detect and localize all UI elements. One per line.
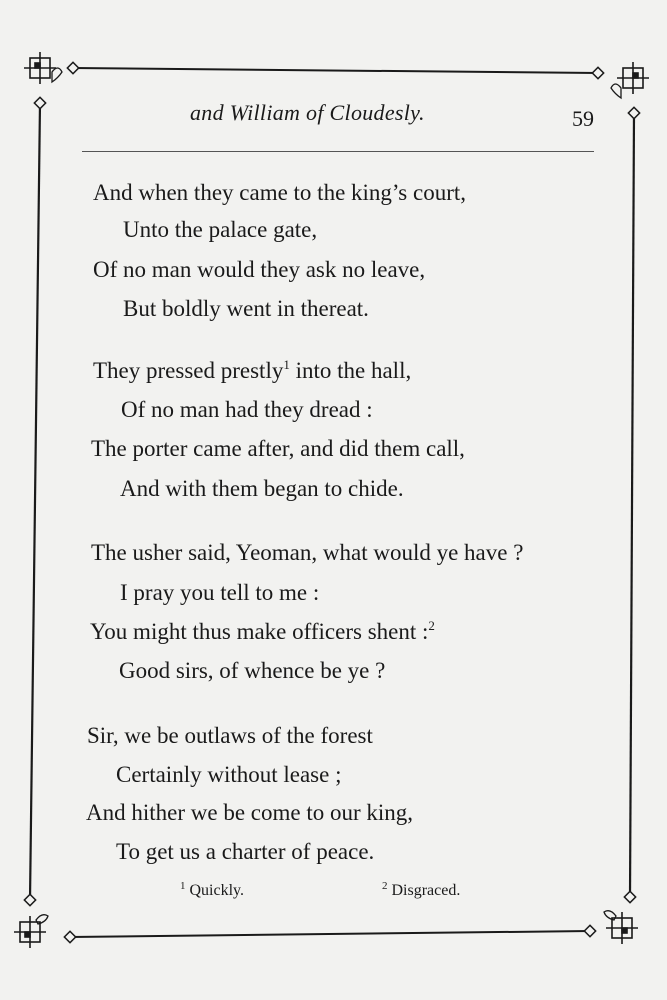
corner-ornament-bottom-right-icon [604, 911, 638, 944]
verse-line: Of no man would they ask no leave, [93, 257, 426, 282]
verse-line: And when they came to the king’s court, [93, 180, 467, 205]
corner-ornament-bottom-left-icon [14, 915, 48, 948]
running-title: and William of Cloudesly. [190, 100, 425, 125]
verse-line: Unto the palace gate, [123, 217, 318, 242]
verse-line: Good sirs, of whence be ye ? [119, 658, 386, 683]
verse-line: And hither we be come to our king, [86, 800, 414, 825]
footnote-mark: 2 [428, 618, 435, 633]
verse-line: But boldly went in thereat. [123, 296, 369, 321]
verse-line: And with them began to chide. [120, 476, 404, 501]
header-divider [82, 151, 594, 152]
verse-line: Sir, we be outlaws of the forest [87, 723, 373, 748]
page-number: 59 [572, 106, 594, 131]
footnote-1: $^1$ Quickly. [180, 880, 245, 899]
verse-line: The usher said, Yeoman, what would ye have ? [91, 540, 524, 565]
verse-line: They pressed prestly$^1$ into the hall, [93, 357, 412, 383]
verse-line: Of no man had they dread : [121, 397, 373, 422]
verse-line: To get us a charter of peace. [116, 839, 375, 864]
verse-line: I pray you tell to me : [120, 580, 320, 605]
corner-ornament-top-right-icon [611, 62, 649, 98]
verse-line: Certainly without lease ; [116, 762, 342, 787]
footnote-mark: 1 [283, 357, 290, 372]
footnote-2: $^2$ Disgraced. [382, 880, 461, 899]
verse-line: You might thus make officers shent :$^2$ [90, 618, 435, 644]
verse-line: The porter came after, and did them call, [91, 436, 465, 461]
corner-ornament-top-left-icon [24, 52, 62, 84]
